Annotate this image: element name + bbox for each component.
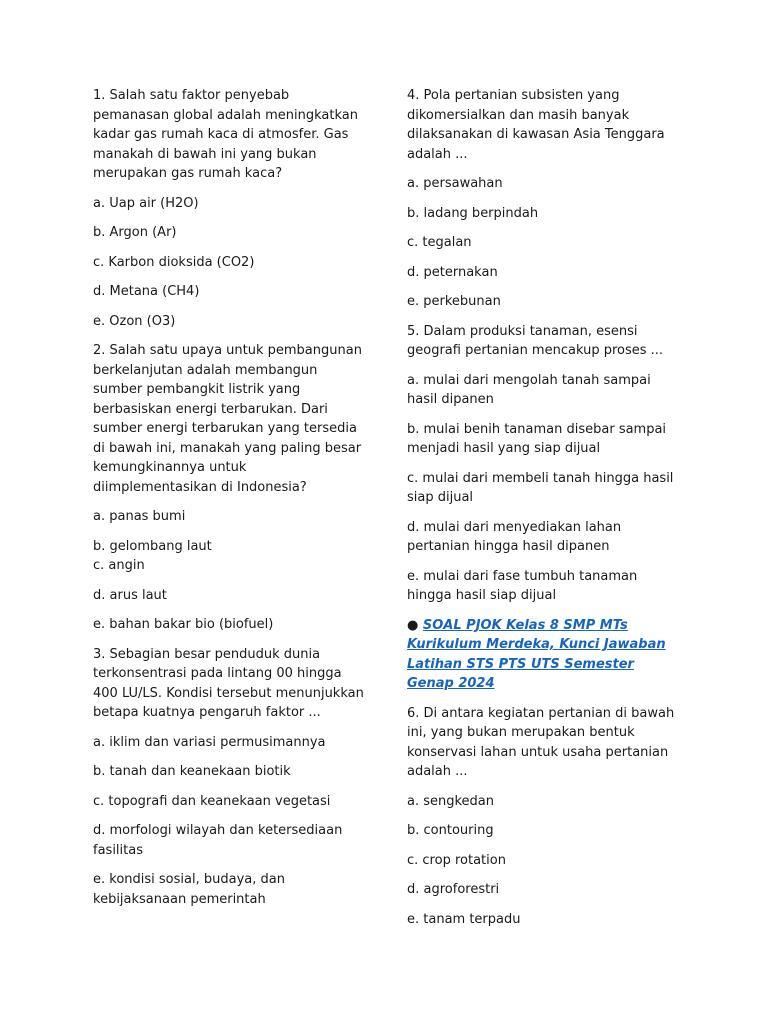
question-1: 1. Salah satu faktor penyebab pemanasan global adalah meningkatkan kadar gas rumah kaca di atmosfer. Gas manakah di bawah ini yang bukan merupakan gas rumah kaca? — [93, 88, 358, 181]
q1-option-e: e. Ozon (O3) — [93, 313, 176, 329]
q5-option-b: b. mulai benih tanaman disebar sampai menjadi hasil yang siap dijual — [407, 421, 667, 456]
left-column — [93, 86, 365, 919]
q3-option-a: a. iklim dan variasi permusimannya — [93, 734, 326, 750]
question-5: 5. Dalam produksi tanaman, esensi geografi pertanian mencakup proses ... — [407, 323, 664, 358]
q3-option-c: c. topografi dan keanekaan vegetasi — [93, 793, 331, 809]
q6-option-c: c. crop rotation — [407, 852, 506, 868]
q4-option-a: a. persawahan — [407, 176, 503, 191]
question-2: 2. Salah satu upaya untuk pembangunan berkelanjutan adalah membangun sumber pembangkit listrik yang berbasiskan energi terbarukan. Dari sumber energi terbarukan yang tersedia di bawah ini, manakah yang paling besar kemungkinannya untuk diimplementasikan di Indonesia? — [93, 343, 362, 495]
q4-option-b: b. ladang berpindah — [407, 205, 539, 221]
q6-option-e: e. tanam terpadu — [407, 911, 521, 927]
question-4: 4. Pola pertanian subsisten yang dikomersialkan dan masih banyak dilaksanakan di kawasan Asia Tenggara adalah ... — [407, 88, 665, 162]
related-article-item — [407, 616, 682, 694]
q2-option-e: e. bahan bakar bio (biofuel) — [93, 617, 274, 632]
q2-option-b: b. gelombang laut — [93, 538, 212, 554]
q1-option-a: a. Uap air (H2O) — [93, 195, 199, 211]
q2-option-d: d. arus laut — [93, 587, 167, 603]
q6-option-a: a. sengkedan — [407, 793, 495, 809]
question-6: 6. Di antara kegiatan pertanian di bawah ini, yang bukan merupakan bentuk konservasi lahan untuk usaha pertanian adalah ... — [407, 705, 675, 779]
q6-option-b: b. contouring — [407, 823, 494, 838]
q5-option-e: e. mulai dari fase tumbuh tanaman hingga hasil siap dijual — [407, 568, 638, 603]
q3-option-d: d. morfologi wilayah dan ketersediaan fasilitas — [93, 823, 343, 858]
q2-option-a: a. panas bumi — [93, 509, 186, 524]
question-3: 3. Sebagian besar penduduk dunia terkonsentrasi pada lintang 00 hingga 400 LU/LS. Kondisi tersebut menunjukkan betapa kuatnya pengaruh faktor ... — [93, 646, 364, 720]
q5-option-d: d. mulai dari menyediakan lahan pertanian hingga hasil dipanen — [407, 519, 622, 554]
q1-option-b: b. Argon (Ar) — [93, 225, 177, 240]
q4-option-d: d. peternakan — [407, 264, 498, 280]
related-article-link[interactable]: SOAL PJOK Kelas 8 SMP MTs Kurikulum Merdeka, Kunci Jawaban Latihan STS PTS UTS Semester Genap 2024 — [407, 617, 666, 691]
q3-option-b: b. tanah dan keanekaan biotik — [93, 764, 291, 779]
q6-option-d: d. agroforestri — [407, 882, 500, 897]
q4-option-c: c. tegalan — [407, 235, 472, 250]
q5-option-c: c. mulai dari membeli tanah hingga hasil siap dijual — [407, 470, 674, 505]
q1-option-c: c. Karbon dioksida (CO2) — [93, 254, 255, 270]
q2-option-c: c. angin — [93, 558, 145, 573]
q5-option-a: a. mulai dari mengolah tanah sampai hasil dipanen — [407, 372, 651, 407]
bullet-icon: ● — [407, 617, 419, 633]
q3-option-e: e. kondisi sosial, budaya, dan kebijaksanaan pemerintah — [93, 872, 285, 907]
q4-option-e: e. perkebunan — [407, 294, 501, 309]
q1-option-d: d. Metana (CH4) — [93, 284, 200, 299]
right-column — [407, 86, 682, 939]
